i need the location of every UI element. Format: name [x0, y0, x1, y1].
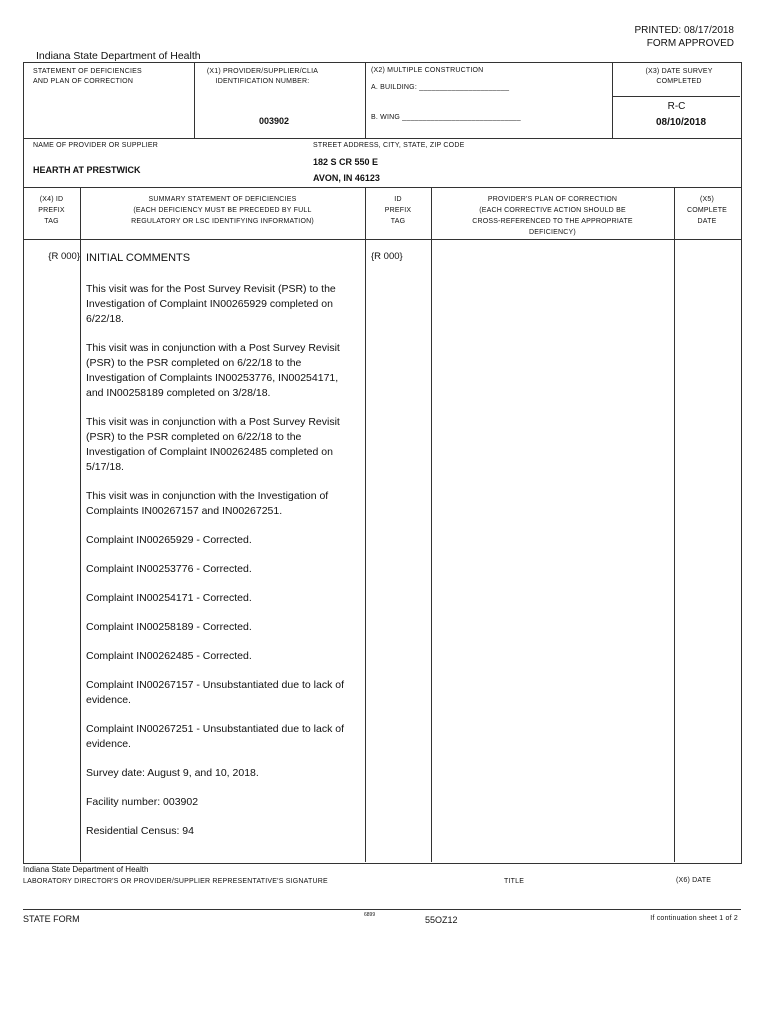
form-approved: FORM APPROVED — [646, 38, 734, 49]
address-label: STREET ADDRESS, CITY, STATE, ZIP CODE — [313, 142, 465, 149]
form-number: 6899 — [364, 912, 376, 918]
multiple-construction-label: (X2) MULTIPLE CONSTRUCTION — [371, 67, 484, 74]
paragraph: This visit was for the Post Survey Revisit (PSR) to the Investigation of Complaint IN00265929 completed on 6/22/18. — [86, 283, 336, 325]
provider-name-label: NAME OF PROVIDER OR SUPPLIER — [33, 142, 159, 149]
x5-header: (X5) COMPLETE DATE — [686, 196, 728, 225]
wing-field: B. WING _____________________________ — [371, 114, 521, 121]
paragraph: This visit was in conjunction with a Post Survey Revisit (PSR) to the PSR completed on 6/22/18 to the Investigation of Complaints IN00253776, IN00254171, and IN00258189 completed on 3/28/18. — [86, 342, 340, 399]
paragraph: Complaint IN00267251 - Unsubstantiated due to lack of evidence. — [86, 723, 344, 750]
print-info — [635, 24, 735, 50]
paragraph: Complaint IN00253776 - Corrected. — [86, 563, 252, 575]
paragraph: Complaint IN00258189 - Corrected. — [86, 621, 252, 633]
provider-name: HEARTH AT PRESTWICK — [33, 165, 141, 175]
paragraph: Survey date: August 9, and 10, 2018. — [86, 767, 259, 779]
agency-title: Indiana State Department of Health — [36, 50, 201, 62]
id-header: ID PREFIX TAG — [384, 196, 412, 225]
street-address: 182 S CR 550 E — [313, 157, 379, 167]
state-form-label: STATE FORM — [23, 914, 80, 924]
x4-header: (X4) ID PREFIX TAG — [38, 196, 65, 225]
statement-label: STATEMENT OF DEFICIENCIES AND PLAN OF CORRECTION — [33, 68, 142, 85]
right-prefix-tag: {R 000} — [371, 251, 403, 262]
plan-header: PROVIDER'S PLAN OF CORRECTION (EACH CORRECTIVE ACTION SHOULD BE CROSS-REFERENCED TO THE APPROPRIATE DEFICIENCY) — [472, 196, 633, 236]
initial-comments-heading: INITIAL COMMENTS — [86, 252, 191, 264]
paragraph: This visit was in conjunction with a Post Survey Revisit (PSR) to the PSR completed on 6/22/18 to the Investigation of Complaint IN00262485 completed on 5/17/18. — [86, 416, 340, 473]
clia-label: (X1) PROVIDER/SUPPLIER/CLIA IDENTIFICATION NUMBER: — [206, 68, 319, 85]
footer-agency: Indiana State Department of Health — [23, 865, 149, 874]
continuation-sheet: If continuation sheet 1 of 2 — [650, 915, 738, 922]
printed-date: PRINTED: 08/17/2018 — [634, 25, 734, 36]
survey-date: 08/10/2018 — [655, 117, 707, 128]
paragraph: This visit was in conjunction with the Investigation of Complaints IN00267157 and IN00267251. — [86, 490, 329, 517]
title-label: TITLE — [504, 878, 525, 885]
event-id: 55OZ12 — [425, 915, 458, 925]
paragraph: Complaint IN00262485 - Corrected. — [86, 650, 252, 662]
paragraph: Complaint IN00267157 - Unsubstantiated due to lack of evidence. — [86, 679, 344, 706]
clia-number: 003902 — [258, 116, 289, 126]
paragraph: Residential Census: 94 — [86, 825, 194, 837]
summary-statement — [86, 251, 354, 853]
building-field: A. BUILDING: ______________________ — [371, 84, 510, 91]
left-prefix-tag: {R 000} — [48, 251, 80, 262]
paragraph: Complaint IN00265929 - Corrected. — [86, 534, 252, 546]
paragraph: Complaint IN00254171 - Corrected. — [86, 592, 252, 604]
signature-label: LABORATORY DIRECTOR'S OR PROVIDER/SUPPLIER REPRESENTATIVE'S SIGNATURE — [23, 878, 328, 885]
survey-code: R-C — [667, 101, 686, 112]
city-state-zip: AVON, IN 46123 — [313, 173, 380, 183]
paragraph: Facility number: 003902 — [86, 796, 199, 808]
summary-header: SUMMARY STATEMENT OF DEFICIENCIES (EACH DEFICIENCY MUST BE PRECEDED BY FULL REGULATORY OR LSC IDENTIFYING INFORMATION) — [131, 196, 314, 225]
date-survey-label: (X3) DATE SURVEY COMPLETED — [645, 68, 713, 85]
x6-date-label: (X6) DATE — [676, 877, 712, 884]
